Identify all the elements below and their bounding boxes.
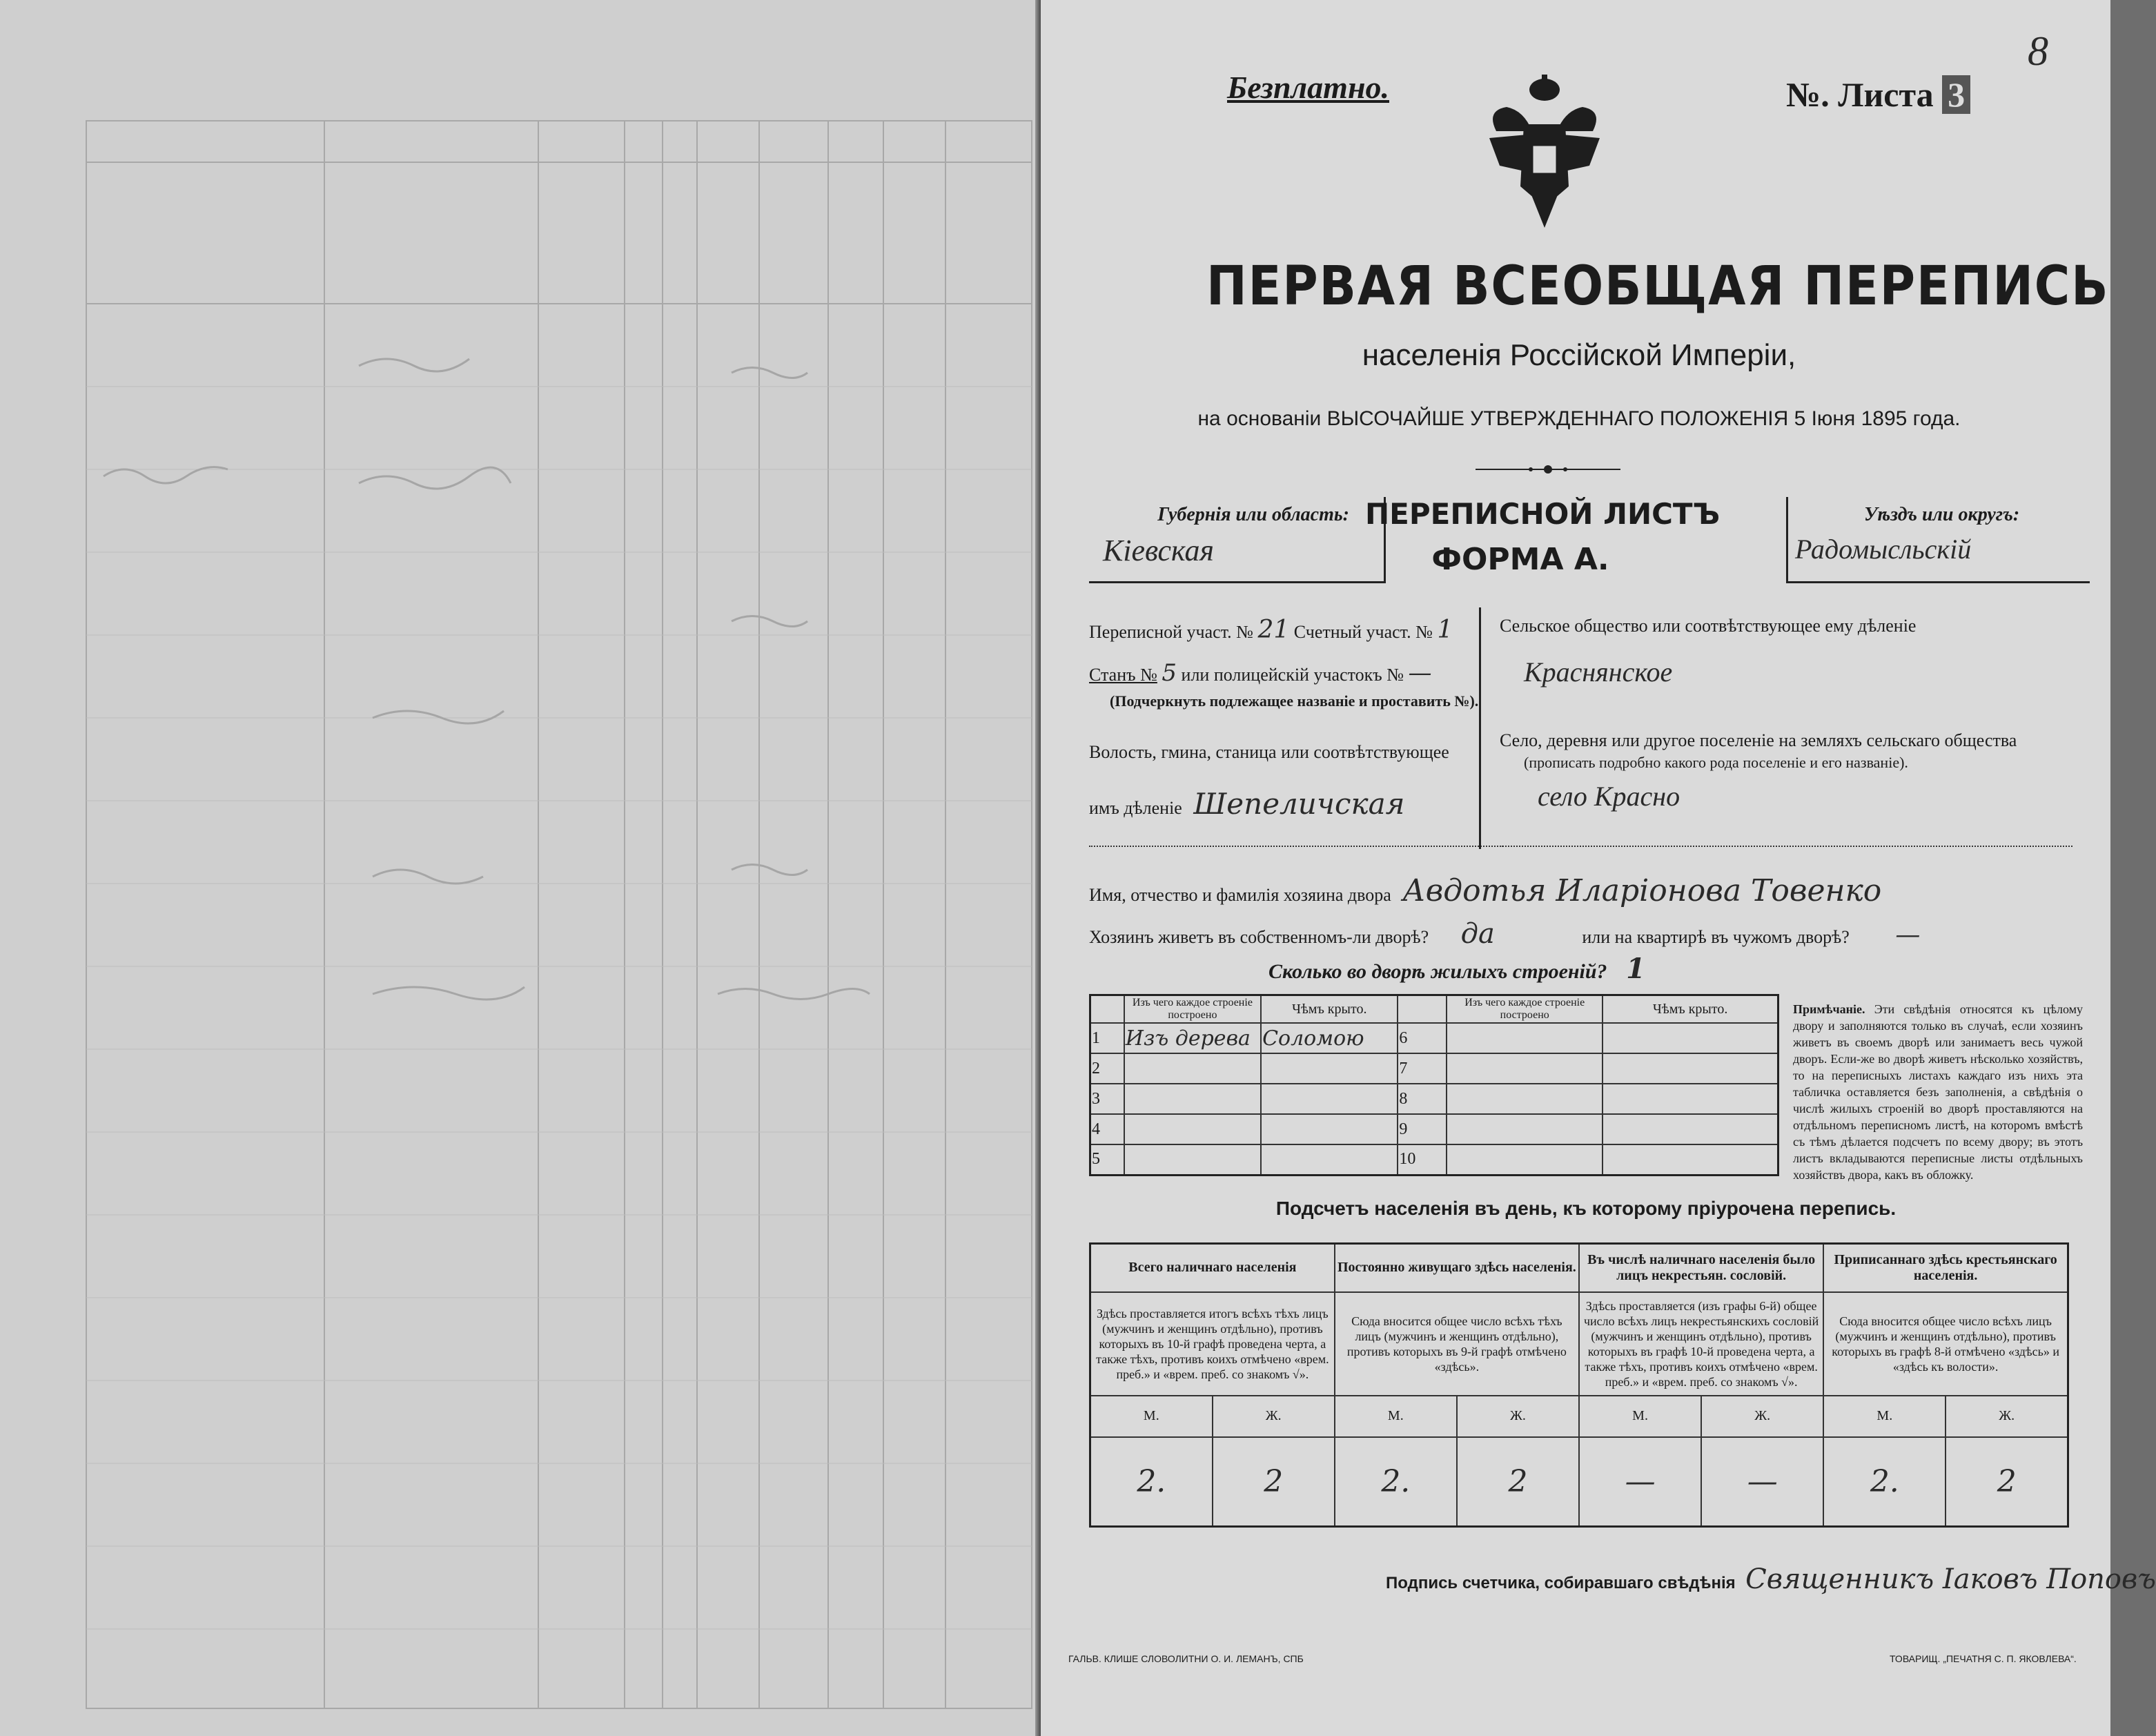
row-number: 5 [1090,1144,1124,1175]
left-page [0,0,1041,1736]
count-col-desc: Здѣсь проставляется (изъ графы 6-й) общее число всѣхъ лицъ некрестьянскихъ сословій (мужчинъ и женщинъ отдѣльно), противъ которыхъ въ графѣ 10-й проведена черта, а также тѣхъ, противъ коихъ отмѣчено «врем. преб.» и «врем. преб. со знакомъ √». [1579,1292,1823,1396]
table-row [1090,1084,1778,1114]
faded-table-grid [0,0,1041,1736]
count-table [1089,1242,2069,1528]
f-label: Ж. [1457,1396,1579,1437]
row-number: 8 [1398,1084,1447,1114]
count-value: 2 [1457,1437,1579,1527]
village-value: село Красно [1538,781,1680,812]
form-label: ФОРМА А. [1431,542,1609,577]
count-col-title: Всего наличнаго населенія [1090,1244,1335,1292]
uchastok-label: Переписной участ. № [1089,622,1253,642]
row-number: 1 [1090,1023,1124,1053]
schetny-label: Счетный участ. № [1293,622,1433,642]
uchastok-line [1089,616,1453,644]
m-label: М. [1090,1396,1213,1437]
buildings-col-roof-2: Чѣмъ крыто. [1603,995,1778,1024]
volost-label: Волость, гмина, станица или соотвѣтствующее [1089,742,1449,762]
buildings-value: 1 [1626,953,1645,985]
m-label: М. [1823,1396,1946,1437]
guberniya-box [1089,497,1386,583]
corner-note: 8 [2028,28,2048,74]
buildings-col-material-2: Изъ чего каждое строеніе построено [1447,995,1603,1024]
f-label: Ж. [1946,1396,2068,1437]
count-col-desc: Сюда вносится общее число всѣхъ тѣхъ лицъ (мужчинъ и женщинъ отдѣльно), противъ которыхъ въ 9-й графѣ отмѣчено «здѣсь». [1335,1292,1579,1396]
owner-value: Авдотья Иларіонова Товенко [1402,873,1882,908]
count-value: 2 [1946,1437,2068,1527]
own-yard-label: Хозяинъ живетъ въ собственномъ-ли дворѣ? [1089,927,1429,947]
buildings-table-wrap [1089,994,1779,1176]
row-number: 3 [1090,1084,1124,1114]
guberniya-label: Губернія или область: [1157,504,1349,525]
uezd-box [1786,497,2090,583]
note-block [1793,1001,2083,1183]
owner-label: Имя, отчество и фамилія хозяина двора [1089,885,1391,905]
sheet-number-value: 3 [1942,75,1970,114]
society-line [1500,616,1916,636]
count-value: 2 [1213,1437,1335,1527]
count-value: 2. [1823,1437,1946,1527]
row-number: 2 [1090,1053,1124,1084]
underline-note: (Подчеркнуть подлежащее названіе и проставить №). [1110,692,1479,710]
subtitle: населенія Россійской Имперіи, [1362,338,1796,372]
society-value: Краснянское [1524,656,1673,687]
rent-label: или на квартирѣ въ чужомъ дворѣ? [1582,927,1850,947]
uezd-label: Уѣздъ или округъ: [1864,504,2020,525]
f-label: Ж. [1213,1396,1335,1437]
m-label: М. [1335,1396,1457,1437]
stan-label: Станъ № [1089,665,1157,685]
volost-blank-line [1089,846,1503,847]
own-yard-line [1089,918,1920,950]
fields-divider [1479,607,1481,849]
volost-value: Шепеличская [1193,787,1405,821]
own-yard-value: да [1460,918,1495,950]
count-table-wrap [1089,1242,2069,1528]
buildings-label: Сколько во дворѣ жилыхъ строеній? [1268,960,1607,983]
schetny-value: 1 [1437,616,1453,644]
count-col-title: Приписаннаго здѣсь крестьянскаго населенія. [1823,1244,2068,1292]
footer-right: ТОВАРИЩ. „ПЕЧАТНЯ С. П. ЯКОВЛЕВА“. [1890,1653,2077,1664]
count-value: 2. [1090,1437,1213,1527]
row-number: 7 [1398,1053,1447,1084]
count-col-desc: Здѣсь проставляется итогъ всѣхъ тѣхъ лицъ (мужчинъ и женщинъ отдѣльно), противъ которыхъ въ 10-й графѣ проведена черта, а также тѣхъ, противъ коихъ отмѣчено «врем. преб.» и «врем. преб. со знакомъ √». [1090,1292,1335,1396]
basis-line: на основаніи ВЫСОЧАЙШЕ УТВЕРЖДЕННАГО ПОЛОЖЕНІЯ 5 Іюня 1895 года. [1197,407,1961,430]
volost-line [1089,787,1404,821]
buildings-col-roof: Чѣмъ крыто. [1261,995,1398,1024]
police-label: или полицейскій участокъ № [1181,665,1404,685]
row-number: 9 [1398,1114,1447,1144]
police-value: — [1408,659,1432,687]
signature-label: Подпись счетчика, собиравшаго свѣдѣнія [1386,1574,1736,1592]
count-heading: Подсчетъ населенія въ день, къ которому пріурочена перепись. [1275,1198,1897,1219]
imperial-eagle-emblem [1482,69,1607,235]
free-label: Безплатно. [1227,70,1389,105]
count-col-title: Постоянно живущаго здѣсь населенія. [1335,1244,1579,1292]
village-blank-line [1500,846,2072,847]
owner-line [1089,873,1881,908]
f-label: Ж. [1701,1396,1823,1437]
guberniya-value: Кіевская [1103,534,1214,567]
table-row [1090,1114,1778,1144]
sheet-number-caption: №. Листа [1786,75,1934,114]
note-title: Примѣчаніе. [1793,1002,1865,1016]
table-row [1090,1144,1778,1175]
signature-value: Священникъ Іаковъ Поповъ [1745,1563,2156,1595]
rent-value: — [1895,921,1921,949]
building-roof: Соломою [1261,1023,1398,1053]
footer-left: ГАЛЬВ. КЛИШЕ СЛОВОЛИТНИ О. И. ЛЕМАНЪ, СПБ [1068,1653,1304,1664]
main-title: ПЕРВАЯ ВСЕОБЩАЯ ПЕРЕПИСЬ [1206,255,2110,318]
uezd-value: Радомысльскій [1795,534,1972,565]
count-value: — [1579,1437,1701,1527]
row-number: 10 [1398,1144,1447,1175]
buildings-table [1089,994,1779,1176]
ornament-divider [1476,461,1620,478]
row-number: 4 [1090,1114,1124,1144]
uchastok-value: 21 [1257,616,1290,644]
count-value: — [1701,1437,1823,1527]
buildings-line [1268,953,1645,985]
table-row [1090,1053,1778,1084]
m-label: М. [1579,1396,1701,1437]
sheet-number-label [1786,75,1970,115]
building-material: Изъ дерева [1124,1023,1261,1053]
society-label: Сельское общество или соотвѣтствующее ему дѣленіе [1500,616,1917,636]
stan-value: 5 [1162,659,1177,687]
sheet-title: ПЕРЕПИСНОЙ ЛИСТЪ [1365,497,1721,531]
buildings-col-material: Изъ чего каждое строеніе построено [1124,995,1261,1024]
table-row [1090,1023,1778,1053]
count-value: 2. [1335,1437,1457,1527]
note-text: Эти свѣдѣнія относятся къ цѣлому двору и заполняются только въ случаѣ, если хозяинъ живетъ въ своемъ дворѣ или занимаетъ весь чужой дворъ. Если-же во дворѣ живетъ нѣсколько хозяйствъ, то на переписныхъ листахъ каждаго изъ нихъ эта табличка оставляется безъ заполненія, а свѣдѣнія о числѣ жилыхъ строеній во дворѣ проставляются на отдѣльномъ переписномъ листѣ, на которомъ вмѣстѣ съ тѣмъ дѣлается подсчетъ по всему двору; въ этотъ листъ вкладываются переписные листы отдѣльныхъ хозяйствъ двора, какъ въ обложку. [1793,1002,2084,1182]
right-page [1041,0,2156,1736]
count-col-title: Въ числѣ наличнаго населенія было лицъ некрестьян. сословій. [1579,1244,1823,1292]
count-col-desc: Сюда вносится общее число всѣхъ лицъ (мужчинъ и женщинъ отдѣльно), противъ которыхъ въ графѣ 8-й отмѣчено «здѣсь» и «здѣсь къ волости». [1823,1292,2068,1396]
volost-label-2: имъ дѣленіе [1089,798,1182,818]
village-note: (прописать подробно какого рода поселеніе и его названіе). [1524,754,1908,771]
signature-line [1386,1563,2156,1595]
row-number: 6 [1398,1023,1447,1053]
stan-line [1089,659,1432,687]
village-label: Село, деревня или другое поселеніе на земляхъ сельскаго общества [1500,730,2017,750]
